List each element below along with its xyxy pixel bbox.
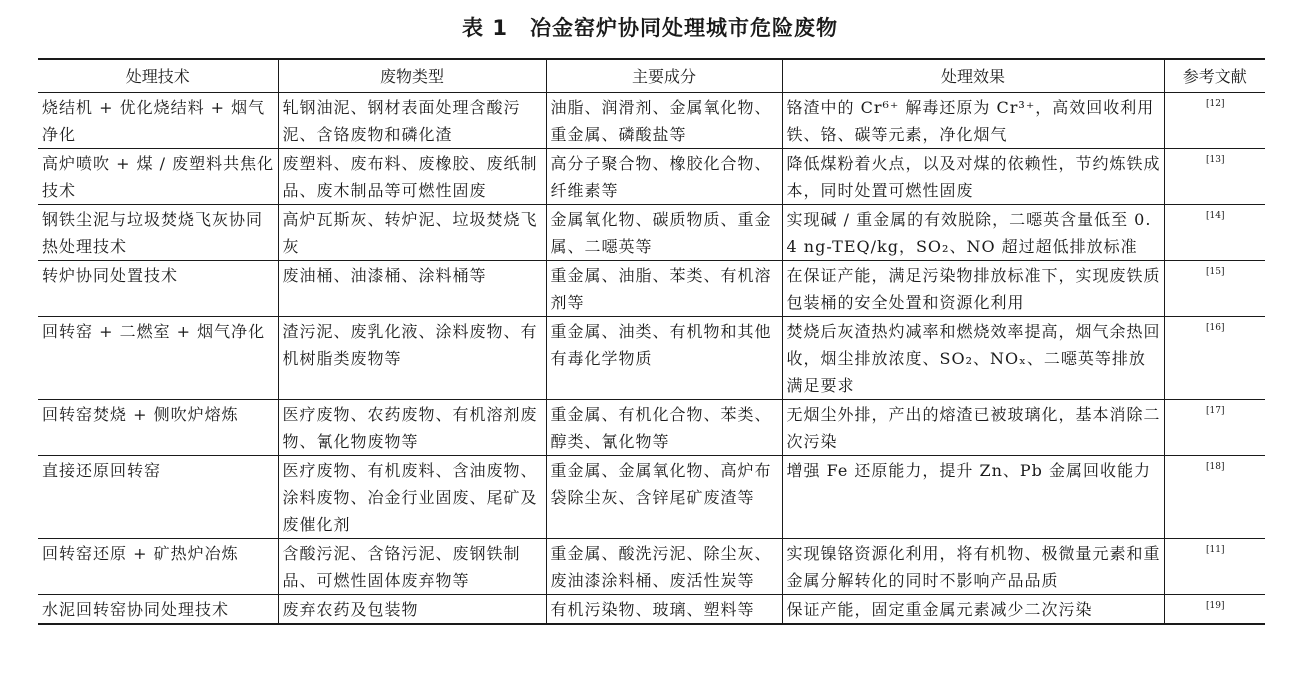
cell-main-components: 有机污染物、玻璃、塑料等 xyxy=(546,595,782,625)
cell-technology: 回转窑还原 + 矿热炉冶炼 xyxy=(38,539,278,595)
cell-main-components: 重金属、酸洗污泥、除尘灰、废油漆涂料桶、废活性炭等 xyxy=(546,539,782,595)
cell-main-components: 重金属、油脂、苯类、有机溶剂等 xyxy=(546,261,782,317)
cell-reference: [16] xyxy=(1164,317,1265,400)
cell-waste-type: 废油桶、油漆桶、涂料桶等 xyxy=(278,261,546,317)
cell-main-components: 重金属、油类、有机物和其他有毒化学物质 xyxy=(546,317,782,400)
cell-technology: 转炉协同处置技术 xyxy=(38,261,278,317)
cell-treatment-effect: 降低煤粉着火点，以及对煤的依赖性，节约炼铁成本，同时处置可燃性固废 xyxy=(782,149,1164,205)
cell-reference: [15] xyxy=(1164,261,1265,317)
cell-technology: 回转窑焚烧 + 侧吹炉熔炼 xyxy=(38,400,278,456)
cell-reference: [11] xyxy=(1164,539,1265,595)
table-row xyxy=(38,456,1265,539)
cell-treatment-effect: 保证产能，固定重金属元素减少二次污染 xyxy=(782,595,1164,625)
cell-reference: [14] xyxy=(1164,205,1265,261)
cell-treatment-effect: 无烟尘外排，产出的熔渣已被玻璃化，基本消除二次污染 xyxy=(782,400,1164,456)
header-reference: 参考文献 xyxy=(1164,59,1265,93)
cell-technology: 回转窑 + 二燃室 + 烟气净化 xyxy=(38,317,278,400)
cell-main-components: 重金属、金属氧化物、高炉布袋除尘灰、含锌尾矿废渣等 xyxy=(546,456,782,539)
cell-waste-type: 轧钢油泥、钢材表面处理含酸污泥、含铬废物和磷化渣 xyxy=(278,93,546,149)
header-treatment-effect: 处理效果 xyxy=(782,59,1164,93)
cell-technology: 高炉喷吹 + 煤 / 废塑料共焦化技术 xyxy=(38,149,278,205)
cell-reference: [19] xyxy=(1164,595,1265,625)
cell-reference: [12] xyxy=(1164,93,1265,149)
table-row xyxy=(38,400,1265,456)
cell-technology: 钢铁尘泥与垃圾焚烧飞灰协同热处理技术 xyxy=(38,205,278,261)
cell-treatment-effect: 实现碱 / 重金属的有效脱除，二噁英含量低至 0.4 ng-TEQ/kg，SO₂、NO 超过超低排放标准 xyxy=(782,205,1164,261)
cell-treatment-effect: 在保证产能，满足污染物排放标准下，实现废铁质包装桶的安全处置和资源化利用 xyxy=(782,261,1164,317)
cell-waste-type: 医疗废物、农药废物、有机溶剂废物、氰化物废物等 xyxy=(278,400,546,456)
cell-waste-type: 高炉瓦斯灰、转炉泥、垃圾焚烧飞灰 xyxy=(278,205,546,261)
table-row xyxy=(38,205,1265,261)
table-row xyxy=(38,261,1265,317)
waste-treatment-table xyxy=(38,58,1265,625)
cell-treatment-effect: 焚烧后灰渣热灼减率和燃烧效率提高，烟气余热回收，烟尘排放浓度、SO₂、NOₓ、二噁英等排放满足要求 xyxy=(782,317,1164,400)
cell-treatment-effect: 增强 Fe 还原能力，提升 Zn、Pb 金属回收能力 xyxy=(782,456,1164,539)
header-technology: 处理技术 xyxy=(38,59,278,93)
table-row xyxy=(38,539,1265,595)
cell-waste-type: 渣污泥、废乳化液、涂料废物、有机树脂类废物等 xyxy=(278,317,546,400)
cell-waste-type: 医疗废物、有机废料、含油废物、涂料废物、冶金行业固废、尾矿及废催化剂 xyxy=(278,456,546,539)
header-waste-type: 废物类型 xyxy=(278,59,546,93)
table-row xyxy=(38,149,1265,205)
cell-waste-type: 废弃农药及包装物 xyxy=(278,595,546,625)
cell-technology: 水泥回转窑协同处理技术 xyxy=(38,595,278,625)
cell-treatment-effect: 实现镍铬资源化利用，将有机物、极微量元素和重金属分解转化的同时不影响产品品质 xyxy=(782,539,1164,595)
cell-technology: 烧结机 + 优化烧结料 + 烟气净化 xyxy=(38,93,278,149)
cell-main-components: 油脂、润滑剂、金属氧化物、重金属、磷酸盐等 xyxy=(546,93,782,149)
cell-reference: [18] xyxy=(1164,456,1265,539)
table-row xyxy=(38,93,1265,149)
cell-main-components: 重金属、有机化合物、苯类、醇类、氰化物等 xyxy=(546,400,782,456)
cell-technology: 直接还原回转窑 xyxy=(38,456,278,539)
cell-main-components: 金属氧化物、碳质物质、重金属、二噁英等 xyxy=(546,205,782,261)
cell-reference: [13] xyxy=(1164,149,1265,205)
header-main-components: 主要成分 xyxy=(546,59,782,93)
table-row xyxy=(38,317,1265,400)
cell-treatment-effect: 铬渣中的 Cr⁶⁺ 解毒还原为 Cr³⁺，高效回收利用铁、铬、碳等元素，净化烟气 xyxy=(782,93,1164,149)
table-caption xyxy=(0,12,1300,42)
cell-waste-type: 含酸污泥、含铬污泥、废钢铁制品、可燃性固体废弃物等 xyxy=(278,539,546,595)
table-title: 冶金窑炉协同处理城市危险废物 xyxy=(529,16,838,40)
cell-reference: [17] xyxy=(1164,400,1265,456)
table-row xyxy=(38,595,1265,625)
table-number: 表 1 xyxy=(462,16,508,40)
header-row xyxy=(38,59,1265,93)
cell-main-components: 高分子聚合物、橡胶化合物、纤维素等 xyxy=(546,149,782,205)
cell-waste-type: 废塑料、废布料、废橡胶、废纸制品、废木制品等可燃性固废 xyxy=(278,149,546,205)
